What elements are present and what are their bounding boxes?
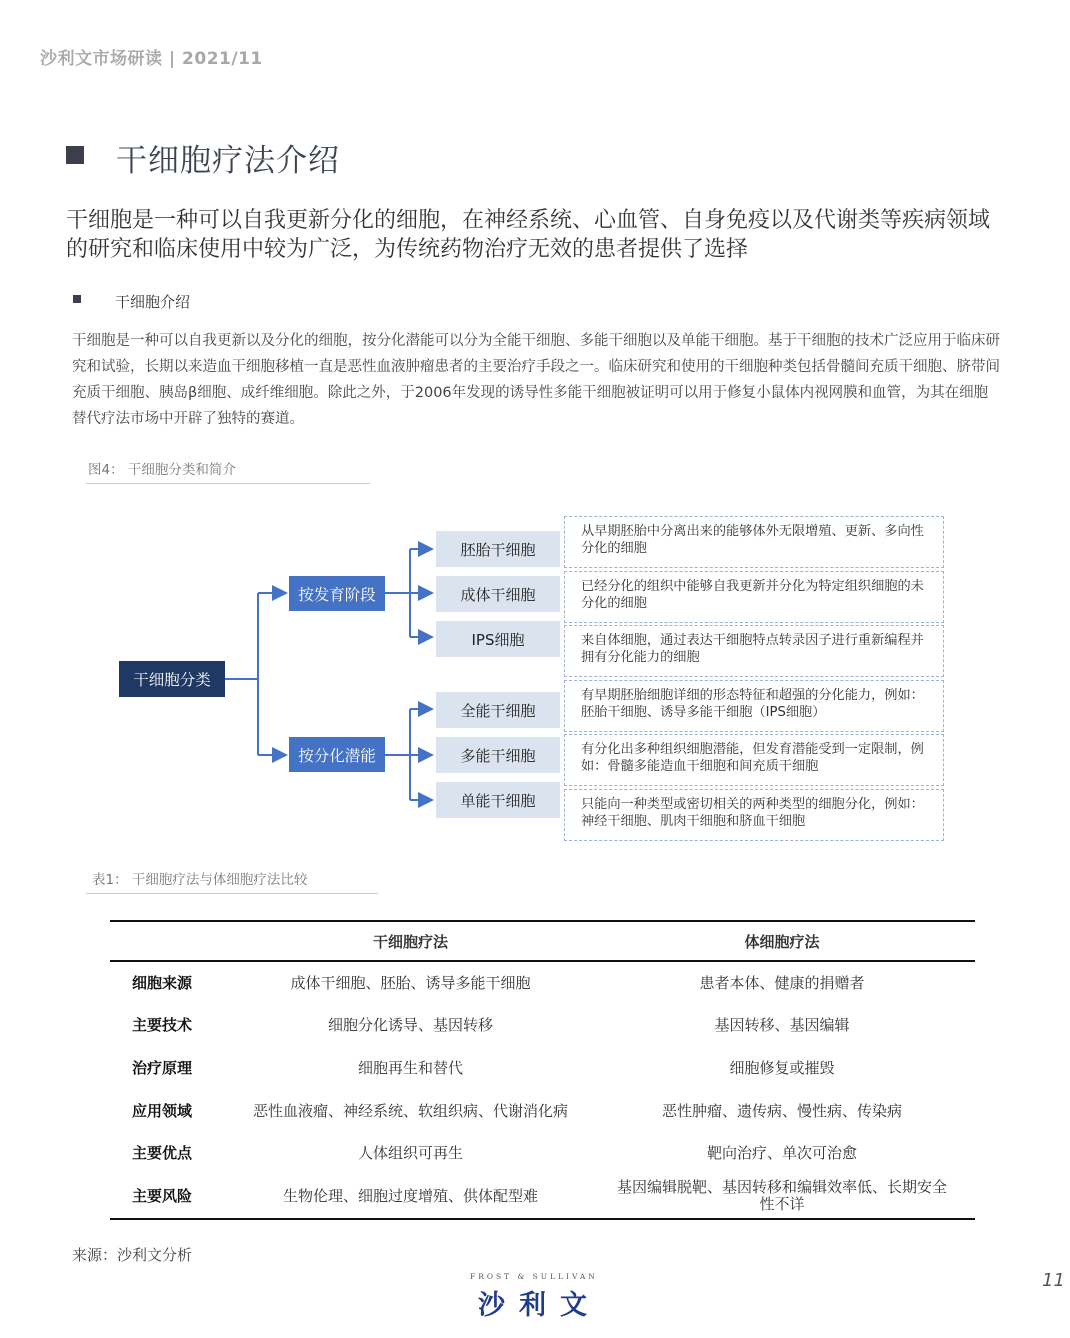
logo-wordmark: FROST & SULLIVAN [470, 1272, 598, 1281]
row-header: 主要风险 [110, 1175, 232, 1219]
desc-pluripotent-stem-cell: 有分化出多种组织细胞潜能，但发育潜能受到一定限制，例如：骨髓多能造血干细胞和间充质干细胞 [564, 734, 944, 786]
desc-totipotent-stem-cell: 有早期胚胎细胞详细的形态特征和超强的分化能力，例如：胚胎干细胞、诱导多能干细胞（IPS细胞） [564, 680, 944, 732]
comparison-table [110, 920, 975, 1220]
source-note: 来源：沙利文分析 [72, 1246, 193, 1264]
table-cell: 成体干细胞、胚胎、诱导多能干细胞 [290, 973, 531, 992]
table-row [110, 1047, 975, 1090]
table-header-stem-cell-therapy: 干细胞疗法 [232, 921, 589, 961]
row-header: 应用领域 [132, 1101, 193, 1120]
section-heading: 干细胞介绍 [115, 293, 191, 311]
table-caption-rule [86, 893, 378, 894]
desc-adult-stem-cell: 已经分化的组织中能够自我更新并分化为特定组织细胞的未分化的细胞 [564, 571, 944, 623]
desc-embryonic-stem-cell: 从早期胚胎中分离出来的能够体外无限增殖、更新、多向性分化的细胞 [564, 516, 944, 568]
row-header: 主要技术 [132, 1016, 193, 1035]
row-header: 主要优点 [132, 1144, 193, 1163]
leaf-adult-stem-cell: 成体干细胞 [436, 576, 560, 612]
table-cell: 基因转移、基因编辑 [714, 1016, 850, 1035]
table-cell: 靶向治疗、单次可治愈 [706, 1144, 857, 1163]
leaf-pluripotent-stem-cell: 多能干细胞 [436, 737, 560, 773]
table-header-row [110, 921, 975, 961]
logo: 沙利文 [478, 1290, 601, 1321]
desc-ips-cell: 来自体细胞，通过表达干细胞特点转录因子进行重新编程并拥有分化能力的细胞 [564, 625, 944, 677]
desc-unipotent-stem-cell: 只能向一种类型或密切相关的两种类型的细胞分化，例如：神经干细胞、肌肉干细胞和脐血干细胞 [564, 789, 944, 841]
table-row [110, 1175, 975, 1219]
figure-caption: 图4： 干细胞分类和简介 [88, 462, 236, 478]
table-cell: 细胞修复或摧毁 [729, 1058, 835, 1077]
section-paragraph: 干细胞是一种可以自我更新以及分化的细胞，按分化潜能可以分为全能干细胞、多能干细胞以及单能干细胞。基于干细胞的技术广泛应用于临床研究和试验，长期以来造血干细胞移植一直是恶性血液肿瘤患者的主要治疗手段之一。临床研究和使用的干细胞种类包括骨髓间充质干细胞、脐带间充质干细胞、胰岛β细胞、成纤维细胞。除此之外，于2006年发现的诱导性多能干细胞被证明可以用于修复小鼠体内视网膜和血管，为其在细胞替代疗法市场中开辟了独特的赛道。 [72, 333, 1000, 427]
diagram-root: 干细胞分类 [119, 661, 225, 697]
leaf-unipotent-stem-cell: 单能干细胞 [436, 782, 560, 818]
table-row [110, 961, 975, 1005]
table-cell: 生物伦理、细胞过度增殖、供体配型难 [232, 1175, 589, 1219]
branch-development-stage: 按发育阶段 [289, 576, 385, 611]
table-caption: 表1： 干细胞疗法与体细胞疗法比较 [92, 872, 308, 888]
row-header: 治疗原理 [132, 1058, 193, 1077]
table-cell: 患者本体、健康的捐赠者 [699, 973, 865, 992]
leaf-ips-cell: IPS细胞 [436, 621, 560, 657]
table-cell: 恶性肿瘤、遗传病、慢性病、传染病 [661, 1101, 902, 1120]
table-header-blank [110, 921, 232, 961]
header-text: 沙利文市场研读 | 2021/11 [40, 49, 263, 69]
table-cell: 基因编辑脱靶、基因转移和编辑效率低、长期安全性不详 [589, 1175, 975, 1219]
table-row [110, 1090, 975, 1133]
table-header-somatic-cell-therapy: 体细胞疗法 [589, 921, 975, 961]
branch-differentiation-potential: 按分化潜能 [289, 737, 385, 772]
table-cell: 细胞分化诱导、基因转移 [327, 1016, 493, 1035]
table-cell: 细胞再生和替代 [357, 1058, 463, 1077]
page-title: 干细胞疗法介绍 [116, 143, 340, 179]
table-cell: 恶性血液瘤、神经系统、软组织病、代谢消化病 [252, 1101, 568, 1120]
leaf-totipotent-stem-cell: 全能干细胞 [436, 692, 560, 728]
table-row [110, 1005, 975, 1048]
leaf-embryonic-stem-cell: 胚胎干细胞 [436, 531, 560, 567]
page-number: 11 [1042, 1270, 1065, 1291]
lead-text: 干细胞是一种可以自我更新分化的细胞，在神经系统、心血管、自身免疫以及代谢类等疾病领域的研究和临床使用中较为广泛，为传统药物治疗无效的患者提供了选择 [66, 208, 991, 262]
row-header: 细胞来源 [132, 973, 193, 992]
table-cell: 人体组织可再生 [357, 1144, 463, 1163]
table-row [110, 1132, 975, 1175]
